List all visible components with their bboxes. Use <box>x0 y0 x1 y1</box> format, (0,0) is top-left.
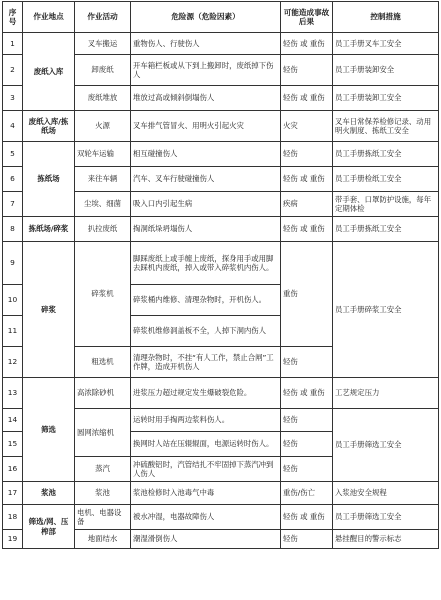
header-activity: 作业活动 <box>75 2 131 33</box>
cell-no: 14 <box>3 409 23 432</box>
cell-consequence: 轻伤 或 重伤 <box>281 505 333 530</box>
cell-no: 3 <box>3 86 23 111</box>
cell-hazard: 潮湿滑倒伤人 <box>131 530 281 549</box>
cell-activity: 来往车辆 <box>75 167 131 192</box>
cell-hazard: 运转时用手掏两边浆料伤人。 <box>131 409 281 432</box>
table-row <box>3 242 439 285</box>
cell-no: 13 <box>3 378 23 409</box>
cell-no: 8 <box>3 217 23 242</box>
cell-consequence: 轻伤 或 重伤 <box>281 167 333 192</box>
cell-hazard: 换网时人站在压辊辊面，电源运转时伤人。 <box>131 432 281 457</box>
cell-no: 6 <box>3 167 23 192</box>
cell-control: 员工手册装卸安全 <box>333 55 439 86</box>
table-row <box>3 482 439 505</box>
cell-no: 11 <box>3 316 23 347</box>
cell-consequence: 轻伤 <box>281 530 333 549</box>
table-header-row <box>3 2 439 33</box>
header-hazard: 危险源（危险因素） <box>131 2 281 33</box>
table-row <box>3 378 439 409</box>
cell-no: 5 <box>3 142 23 167</box>
cell-location: 拣纸场 <box>23 142 75 217</box>
cell-hazard: 冲硫酸铝时，汽管结扎不牢固掉下蒸汽冲到人伤人 <box>131 457 281 482</box>
cell-consequence: 重伤/伤亡 <box>281 482 333 505</box>
cell-hazard: 被水冲湿，电器故障伤人 <box>131 505 281 530</box>
cell-control: 悬挂醒目的警示标志 <box>333 530 439 549</box>
cell-activity: 圆网浓缩机 <box>75 409 131 457</box>
cell-control: 员工手册筛选工安全 <box>333 409 439 482</box>
cell-hazard: 脚踩废纸上或手缠上废纸，探身用手或用脚去踩机内废纸，掉入或带入碎浆机内伤人。 <box>131 242 281 285</box>
cell-consequence: 轻伤 <box>281 347 333 378</box>
cell-no: 17 <box>3 482 23 505</box>
cell-activity: 浆池 <box>75 482 131 505</box>
cell-activity: 废纸堆放 <box>75 86 131 111</box>
cell-no: 1 <box>3 33 23 55</box>
cell-control: 员工手册拣纸工安全 <box>333 142 439 167</box>
cell-control: 叉车日常保养检修记录、动用明火制度、拣纸工安全 <box>333 111 439 142</box>
cell-activity: 电机、电器设备 <box>75 505 131 530</box>
hazard-table <box>2 1 439 549</box>
cell-consequence: 轻伤 或 重伤 <box>281 378 333 409</box>
cell-consequence: 轻伤 <box>281 409 333 432</box>
cell-control: 员工手册筛选工安全 <box>333 505 439 530</box>
cell-activity: 地面结水 <box>75 530 131 549</box>
table-row <box>3 505 439 530</box>
cell-activity: 扒拉废纸 <box>75 217 131 242</box>
cell-hazard: 叉车排气管冒火、用明火引起火灾 <box>131 111 281 142</box>
cell-location: 筛选/网、压榨部 <box>23 505 75 549</box>
table-row <box>3 217 439 242</box>
cell-no: 19 <box>3 530 23 549</box>
cell-hazard: 碎浆桶内维修、清理杂物时，开机伤人。 <box>131 285 281 316</box>
cell-location: 拣纸场/碎浆 <box>23 217 75 242</box>
cell-activity: 卸废纸 <box>75 55 131 86</box>
cell-activity: 双轮车运输 <box>75 142 131 167</box>
cell-consequence: 轻伤 <box>281 55 333 86</box>
table-row <box>3 111 439 142</box>
cell-no: 7 <box>3 192 23 217</box>
cell-hazard: 掏洞纸垛坍塌伤人 <box>131 217 281 242</box>
cell-hazard: 汽车、叉车行驶碰撞伤人 <box>131 167 281 192</box>
cell-control: 员工手册叉车工安全 <box>333 33 439 55</box>
cell-activity: 粗选机 <box>75 347 131 378</box>
cell-no: 9 <box>3 242 23 285</box>
cell-activity: 高浓除砂机 <box>75 378 131 409</box>
cell-consequence: 火灾 <box>281 111 333 142</box>
cell-no: 18 <box>3 505 23 530</box>
header-seq: 序号 <box>3 2 23 33</box>
cell-hazard: 开车箱栏板或从下到上搬卸时，废纸掉下伤人 <box>131 55 281 86</box>
cell-hazard: 相互碰撞伤人 <box>131 142 281 167</box>
cell-control: 带手套、口罩防护设施，每年定期体检 <box>333 192 439 217</box>
cell-control: 员工手册碎浆工安全 <box>333 242 439 378</box>
cell-no: 16 <box>3 457 23 482</box>
cell-hazard: 碎浆机维修洞盖板不全，人掉下洞内伤人 <box>131 316 281 347</box>
cell-hazard: 清理杂物时，不挂“有人工作，禁止合闸”工作牌，造成开机伤人 <box>131 347 281 378</box>
cell-consequence: 轻伤 <box>281 432 333 457</box>
cell-no: 2 <box>3 55 23 86</box>
table-row <box>3 33 439 55</box>
cell-hazard: 吸入口内引起生病 <box>131 192 281 217</box>
cell-hazard: 浆池检修时入池毒气中毒 <box>131 482 281 505</box>
header-consequence: 可能造成事故后果 <box>281 2 333 33</box>
cell-activity: 碎浆机 <box>75 242 131 347</box>
cell-consequence: 疾病 <box>281 192 333 217</box>
cell-control: 员工手册检纸工安全 <box>333 167 439 192</box>
cell-control: 员工手册拣纸工安全 <box>333 217 439 242</box>
cell-hazard: 重物伤人、行驶伤人 <box>131 33 281 55</box>
cell-activity: 火源 <box>75 111 131 142</box>
cell-consequence: 重伤 <box>281 242 333 347</box>
cell-activity: 蒸汽 <box>75 457 131 482</box>
header-control: 控制措施 <box>333 2 439 33</box>
cell-consequence: 轻伤 或 重伤 <box>281 217 333 242</box>
cell-control: 工艺规定压力 <box>333 378 439 409</box>
cell-consequence: 轻伤 <box>281 457 333 482</box>
cell-location: 废纸入库 <box>23 33 75 111</box>
cell-hazard: 进浆压力超过规定发生爆破裂危险。 <box>131 378 281 409</box>
cell-location: 废纸入库/拣纸场 <box>23 111 75 142</box>
cell-control: 入浆池安全规程 <box>333 482 439 505</box>
cell-control: 员工手册装卸工安全 <box>333 86 439 111</box>
cell-no: 10 <box>3 285 23 316</box>
cell-hazard: 堆放过高或倾斜倒塌伤人 <box>131 86 281 111</box>
cell-location: 碎浆 <box>23 242 75 378</box>
cell-no: 15 <box>3 432 23 457</box>
cell-location: 筛选 <box>23 378 75 482</box>
cell-no: 12 <box>3 347 23 378</box>
cell-consequence: 轻伤 或 重伤 <box>281 33 333 55</box>
table-row <box>3 142 439 167</box>
header-location: 作业地点 <box>23 2 75 33</box>
cell-no: 4 <box>3 111 23 142</box>
cell-consequence: 轻伤 <box>281 142 333 167</box>
cell-activity: 叉车搬运 <box>75 33 131 55</box>
cell-consequence: 轻伤 或 重伤 <box>281 86 333 111</box>
cell-location: 浆池 <box>23 482 75 505</box>
cell-activity: 尘埃、细菌 <box>75 192 131 217</box>
